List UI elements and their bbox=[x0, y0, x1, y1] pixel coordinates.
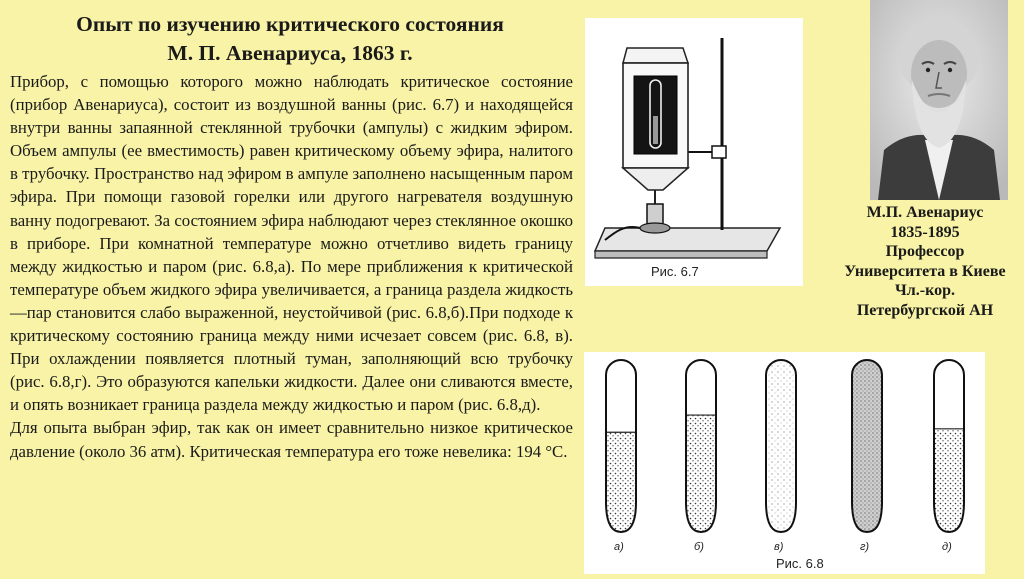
tube-letter: а) bbox=[614, 541, 624, 553]
base-board-edge bbox=[595, 251, 767, 258]
tube-2 bbox=[686, 360, 716, 553]
tube-1 bbox=[606, 360, 636, 553]
body-text bbox=[10, 70, 573, 463]
caption-name: М.П. Авенариус bbox=[866, 204, 984, 221]
avenarius-apparatus-drawing bbox=[585, 18, 803, 286]
portrait-image bbox=[870, 0, 1008, 200]
figure-6-7 bbox=[585, 18, 803, 286]
clamp-block bbox=[712, 146, 726, 158]
caption-years: 1835-1895 bbox=[890, 223, 960, 241]
tube-letter: б) bbox=[694, 541, 704, 553]
tube-liquid bbox=[606, 432, 636, 532]
caption-university: Университета в Киеве bbox=[844, 262, 1006, 280]
tube-liquid bbox=[686, 415, 716, 532]
caption-academy: Петербургской АН bbox=[856, 301, 994, 319]
tube-letter: д) bbox=[942, 541, 952, 553]
figure-6-8 bbox=[584, 352, 985, 574]
figure-6-8-label: Рис. 6.8 bbox=[776, 556, 824, 571]
air-bath-lid bbox=[623, 48, 688, 63]
tube-fog bbox=[766, 360, 796, 532]
title-line-2: М. П. Авенариуса, 1863 г. bbox=[167, 41, 413, 65]
tube-liquid bbox=[934, 429, 964, 532]
air-bath-bottom bbox=[623, 168, 688, 190]
tubes-drawing bbox=[584, 352, 985, 574]
caption-membership: Чл.-кор. bbox=[895, 282, 955, 299]
title-line-1: Опыт по изучению критического состояния bbox=[76, 12, 504, 36]
caption-position: Профессор bbox=[885, 243, 965, 260]
tube-5 bbox=[934, 360, 964, 553]
tube-4 bbox=[852, 360, 882, 553]
base-board bbox=[595, 228, 780, 251]
figure-6-7-label: Рис. 6.7 bbox=[651, 264, 699, 279]
burner-base bbox=[640, 223, 670, 233]
tube-fog bbox=[852, 360, 882, 532]
body-paragraph-1: Прибор, с помощью которого можно наблюдать критическое состояние (прибор Авенариуса), состоит из воздушной ванны (рис. 6.7) и находящейся внутри ванны запаянной стеклянной трубочки (ампулы) с жидким эфиром. Объем ампулы (ее вместимость) равен критическому объему эфира, налитого в трубочку. Пространство над эфиром в ампуле заполнено насыщенным паром эфира. При помощи газовой горелки или другого нагревателя воздушную ванну подогревают. За состоянием эфира наблюдают через стеклянное окошко в приборе. При комнатной температуре можно отчетливо видеть границу между жидкостью и паром (рис. 6.8,а). По мере приближения к критической температуре объем жидкого эфира увеличивается, а граница раздела жидкость—пар становится слабо выраженной, неустойчивой (рис. 6.8,б).При подходе к критическому состоянию граница между ними исчезает совсем (рис. 6.8, в). При охлаждении появляется плотный туман, заполняющий всю трубочку (рис. 6.8,г). Это образуются капельки жидкости. Далее они сливаются вместе, и опять возникает граница раздела между жидкостью и паром (рис. 6.8,д). bbox=[10, 72, 573, 415]
avenarius-portrait bbox=[870, 0, 1008, 200]
gas-burner bbox=[647, 204, 663, 224]
tube-3 bbox=[766, 360, 796, 553]
tube-letter: г) bbox=[860, 541, 870, 553]
portrait-caption bbox=[826, 203, 1024, 320]
body-paragraph-2: Для опыта выбран эфир, так как он имеет сравнительно низкое критическое давление (около 36 атм). Критическая температура его тоже невелика: 194 °С. bbox=[10, 418, 573, 461]
slide-title bbox=[10, 10, 570, 68]
tube-letter: в) bbox=[774, 541, 784, 553]
